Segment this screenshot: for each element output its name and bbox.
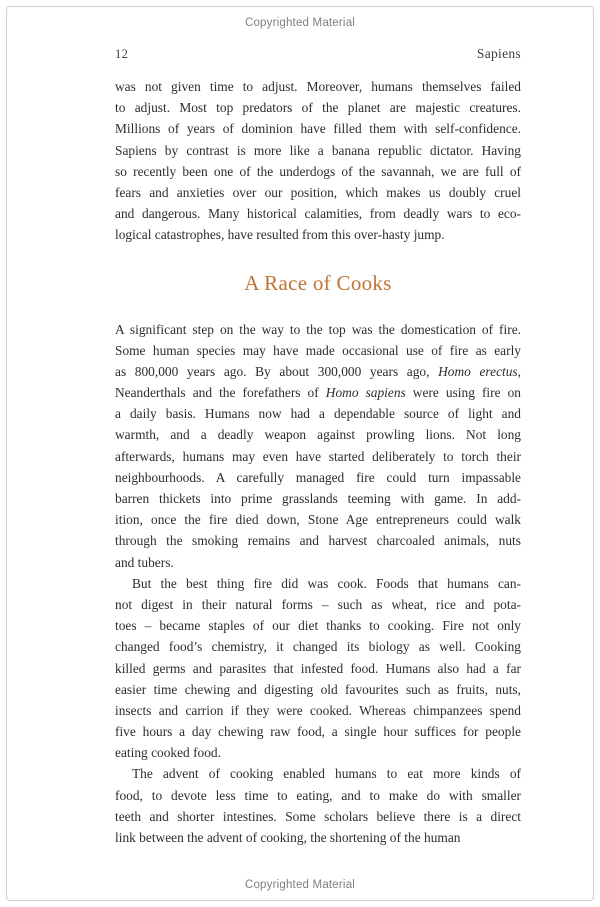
text-line: teeth and shorter intestines. Some scholars believe there is a direct [115,808,521,824]
text-line: changed food’s chemistry, it changed its biology as well. Cooking [115,639,521,655]
text-line: fears and anxieties over our position, which makes us doubly cruel [115,184,521,200]
text-line: Some human species may have made occasional use of fire as early [115,342,521,358]
copyright-notice-top: Copyrighted Material [244,17,356,29]
text-line: link between the advent of cooking, the shortening of the human [115,830,461,845]
page-number: 12 [115,47,129,61]
text-line: neighbourhoods. A carefully managed fire could turn impassable [115,469,521,485]
text-line: eating cooked food. [115,745,221,761]
copyright-notice-bottom: Copyrighted Material [244,879,356,891]
section-heading: A Race of Cooks [244,270,392,295]
paragraph [115,573,521,764]
text-line: Neanderthals and the forefathers of Homo sapiens were using fire on [115,385,521,401]
paragraph [115,319,521,573]
text-line: to adjust. Most top predators of the planet are majestic creatures. [115,100,521,116]
text-line: barren thickets into prime grasslands teeming with game. In add- [115,491,521,506]
text-line: a daily basis. Humans now had a dependable source of light and [115,406,521,422]
paragraph [115,763,521,848]
text-line: five hours a day chewing raw food, a single hour suffices for people [115,724,521,740]
text-line: Millions of years of dominion have filled them with self-confidence. [115,121,521,137]
text-line: The advent of cooking enabled humans to eat more kinds of [132,766,521,782]
text-line: was not given time to adjust. Moreover, humans themselves failed [115,79,521,94]
text-line: afterwards, humans may even have started deliberately to torch their [115,448,521,464]
text-line: ition, once the fire died down, Stone Age entrepreneurs could walk [115,512,521,528]
text-line: and dangerous. Many historical calamities, from deadly wars to eco- [115,206,521,222]
text-line: toes – became staples of our diet thanks to cooking. Fire not only [115,618,521,634]
text-line: not digest in their natural forms – such as wheat, rice and pota- [115,596,521,612]
text-line: logical catastrophes, have resulted from this over-hasty jump. [115,227,445,243]
text-line: and tubers. [115,554,174,570]
body-text [115,76,521,848]
page-content-area [115,46,521,848]
paragraph [115,76,521,246]
text-line: killed germs and parasites that infested food. Humans also had a far [115,660,521,676]
running-title: Sapiens [476,46,521,61]
text-line: food, to devote less time to eating, and to make do with smaller [115,787,521,803]
text-line: But the best thing fire did was cook. Foods that humans can- [132,575,521,591]
text-line: A significant step on the way to the top was the domestication of fire. [115,321,521,337]
text-line: as 800,000 years ago. By about 300,000 years ago, Homo erectus, [115,363,521,379]
text-line: easier time chewing and digesting old favourites such as fruits, nuts, [115,681,521,697]
text-line: warmth, and a deadly weapon against prowling lions. Not long [115,427,521,443]
text-line: so recently been one of the underdogs of the savannah, we are full of [115,163,521,179]
text-line: through the smoking remains and harvest charcoaled animals, nuts [115,533,521,549]
text-line: insects and carrion if they were cooked. Whereas chimpanzees spend [115,702,521,718]
text-line: Sapiens by contrast is more like a banana republic dictator. Having [115,142,521,158]
page-header [115,46,521,62]
